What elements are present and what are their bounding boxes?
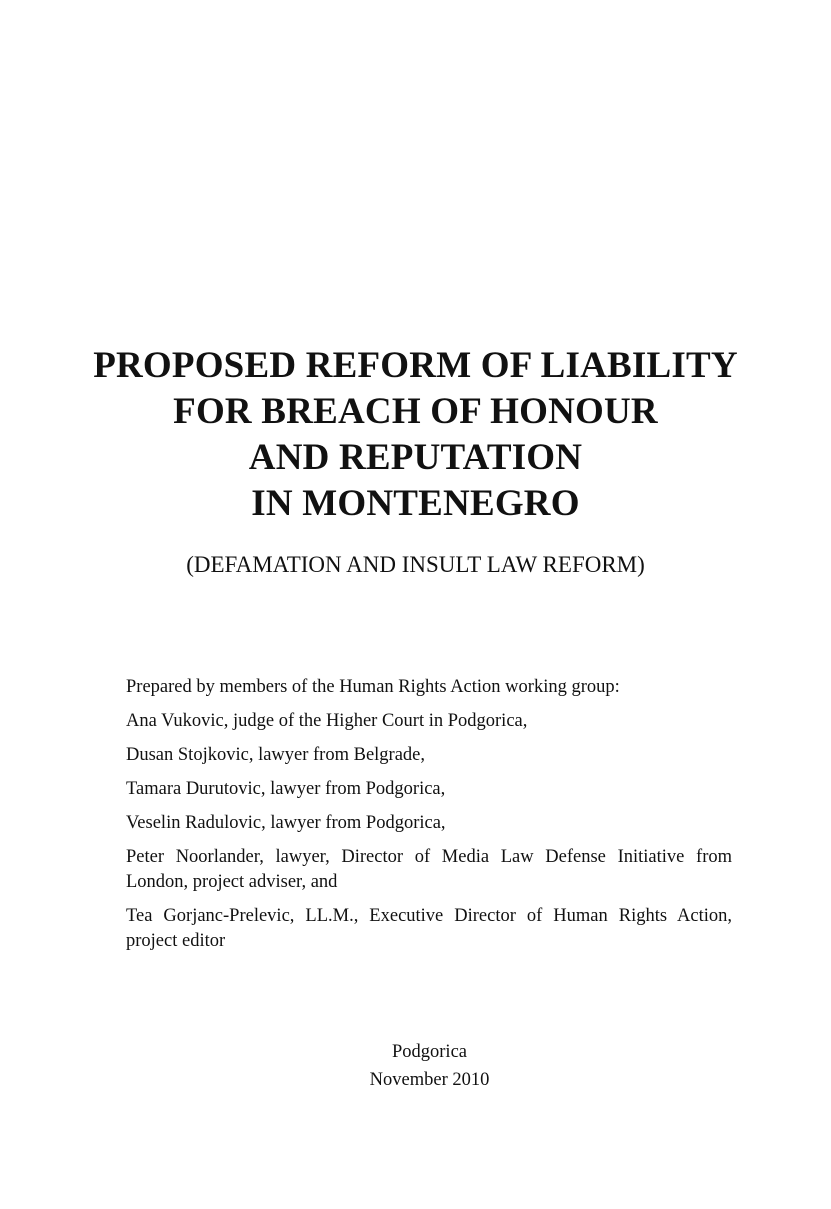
imprint	[0, 1038, 831, 1094]
title-line-2: FOR BREACH OF HONOUR	[173, 391, 658, 432]
contributor-veselin-radulovic: Veselin Radulovic, lawyer from Podgorica,	[126, 813, 446, 833]
contributors-section	[126, 675, 732, 963]
contributors-intro: Prepared by members of the Human Rights Action working group:	[126, 677, 620, 697]
document-subtitle: (DEFAMATION AND INSULT LAW REFORM)	[186, 552, 645, 577]
imprint-date: November 2010	[369, 1070, 490, 1090]
contributor-ana-vukovic: Ana Vukovic, judge of the Higher Court in Podgorica,	[126, 711, 528, 731]
title-line-4: IN MONTENEGRO	[251, 483, 580, 524]
title-line-1: PROPOSED REFORM OF LIABILITY	[93, 345, 738, 386]
imprint-city: Podgorica	[391, 1042, 467, 1062]
document-title	[0, 343, 831, 527]
contributor-peter-noorlander: Peter Noorlander, lawyer, Director of Media Law Defense Initiative from London, project adviser, and	[126, 847, 732, 892]
contributor-tamara-durutovic: Tamara Durutovic, lawyer from Podgorica,	[126, 779, 446, 799]
title-line-3: AND REPUTATION	[248, 437, 583, 478]
contributor-tea-gorjanc-prelevic: Tea Gorjanc-Prelevic, LL.M., Executive Director of Human Rights Action, project editor	[126, 906, 732, 951]
contributor-dusan-stojkovic: Dusan Stojkovic, lawyer from Belgrade,	[126, 745, 426, 765]
